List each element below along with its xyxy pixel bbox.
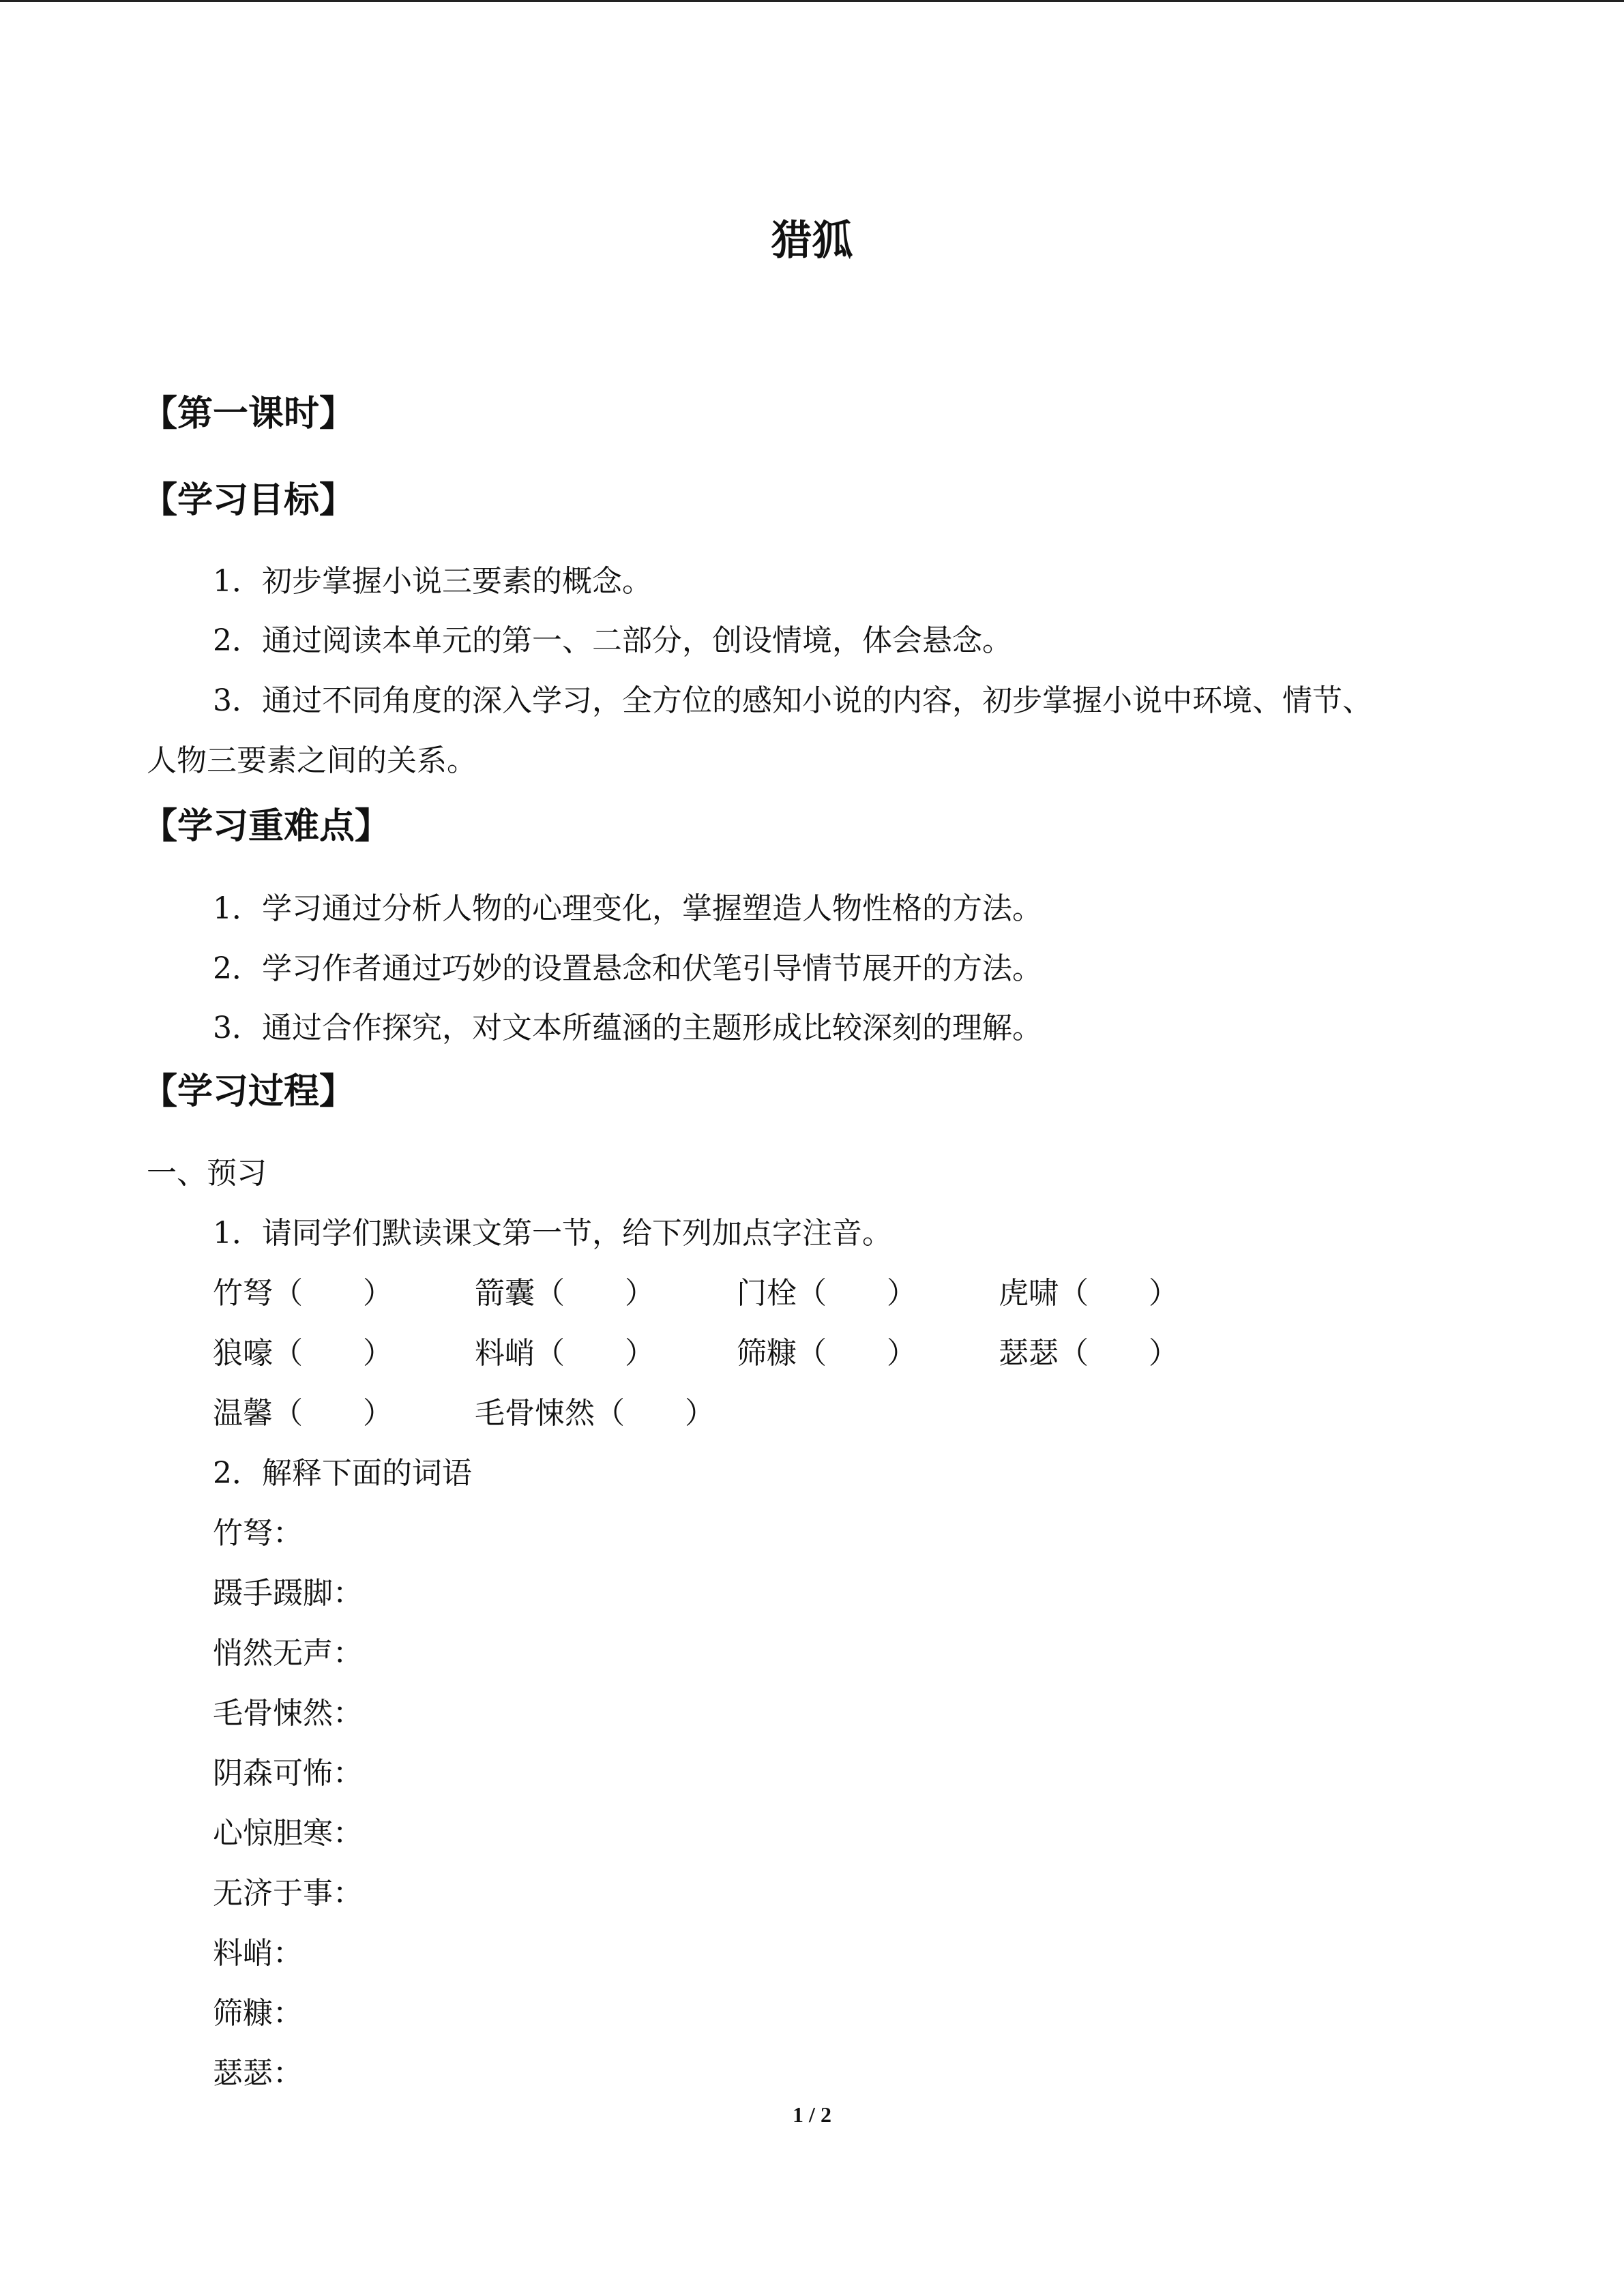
- pinyin-item: 虎啸（ ）: [999, 1276, 1179, 1311]
- keypoint-item: 1．学习通过分析人物的心理变化，掌握塑造人物性格的方法。: [213, 891, 1042, 926]
- term-item: 筛糠：: [213, 1996, 303, 2031]
- question-2: 2．解释下面的词语: [213, 1456, 472, 1491]
- pinyin-item: 门栓（ ）: [737, 1276, 917, 1311]
- process-heading: 【学习过程】: [142, 1071, 355, 1112]
- term-item: 阴森可怖：: [213, 1756, 363, 1791]
- pinyin-item: 毛骨悚然（ ）: [475, 1396, 715, 1431]
- keypoint-item: 2．学习作者通过巧妙的设置悬念和伏笔引导情节展开的方法。: [213, 951, 1042, 986]
- keypoints-heading: 【学习重难点】: [142, 806, 391, 847]
- term-item: 料峭：: [213, 1936, 303, 1971]
- lesson-heading: 【第一课时】: [142, 393, 355, 434]
- pinyin-item: 瑟瑟（ ）: [999, 1336, 1179, 1371]
- preview-label: 一、预习: [147, 1156, 267, 1191]
- objective-item: 2．通过阅读本单元的第一、二部分，创设情境，体会悬念。: [213, 623, 1012, 658]
- pinyin-item: 箭囊（ ）: [475, 1276, 655, 1311]
- objectives-heading: 【学习目标】: [142, 480, 355, 521]
- pinyin-item: 温馨（ ）: [213, 1396, 393, 1431]
- term-item: 悄然无声：: [213, 1636, 363, 1671]
- objective-item-continuation: 人物三要素之间的关系。: [147, 743, 477, 778]
- term-item: 瑟瑟：: [213, 2056, 303, 2091]
- top-border-line: [0, 0, 1624, 2]
- document-title: 猎狐: [771, 217, 853, 265]
- term-item: 无济于事：: [213, 1876, 363, 1911]
- pinyin-item: 狼嚎（ ）: [213, 1336, 393, 1371]
- term-item: 竹弩：: [213, 1516, 303, 1551]
- term-item: 心惊胆寒：: [213, 1816, 363, 1851]
- pinyin-item: 筛糠（ ）: [737, 1336, 917, 1371]
- term-item: 蹑手蹑脚：: [213, 1576, 363, 1611]
- question-1: 1．请同学们默读课文第一节，给下列加点字注音。: [213, 1216, 892, 1251]
- pinyin-item: 竹弩（ ）: [213, 1276, 393, 1311]
- term-item: 毛骨悚然：: [213, 1696, 363, 1731]
- pinyin-item: 料峭（ ）: [475, 1336, 655, 1371]
- objective-item: 1．初步掌握小说三要素的概念。: [213, 564, 652, 599]
- keypoint-item: 3．通过合作探究，对文本所蕴涵的主题形成比较深刻的理解。: [213, 1011, 1042, 1045]
- objective-item: 3．通过不同角度的深入学习，全方位的感知小说的内容，初步掌握小说中环境、情节、: [213, 683, 1372, 718]
- page-number: 1 / 2: [793, 2102, 831, 2127]
